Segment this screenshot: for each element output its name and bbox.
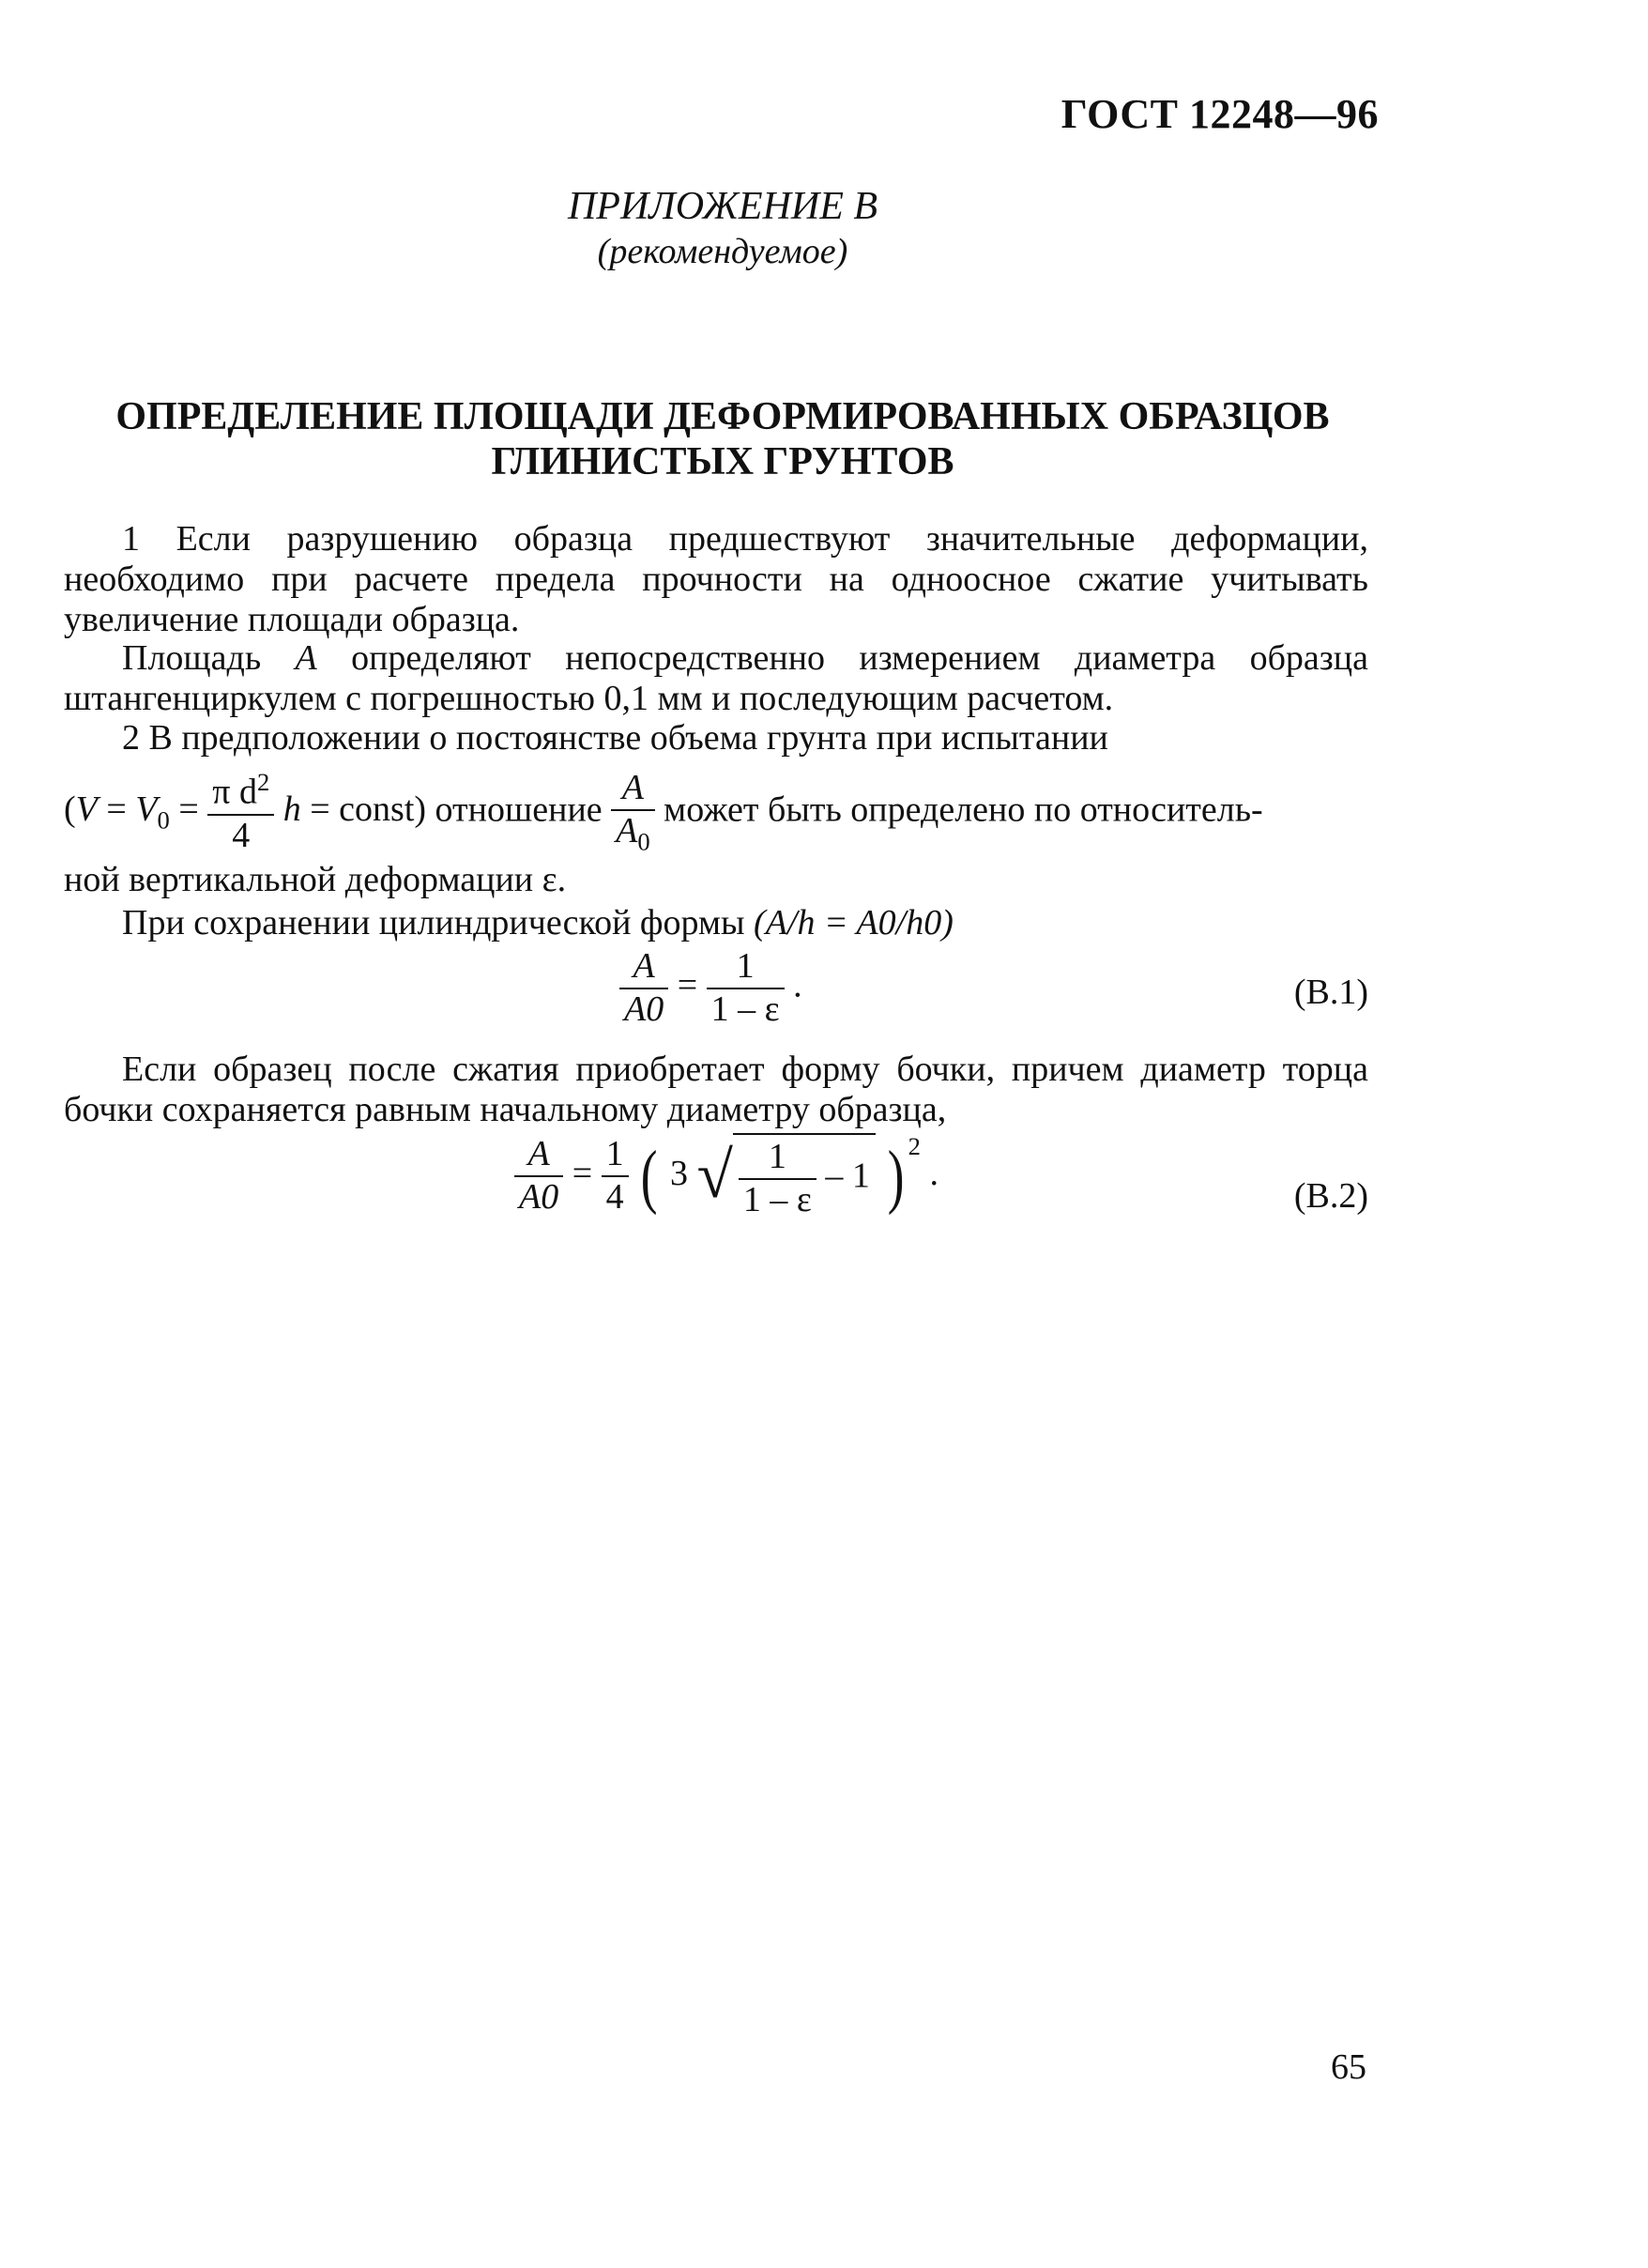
document-code: ГОСТ 12248—96 <box>1061 91 1379 137</box>
formula-b2: $\frac{A}{A0}$ = $\frac{1}{4}$ ( 3 √ $\frac{1}{1 - \varepsilon}$ – 1 ) $^2$ . <box>514 1132 938 1219</box>
variable-a: A <box>295 638 317 678</box>
cylinder-condition: (A/h = A0/h0) <box>754 903 954 942</box>
equation-label-b2: (В.2) <box>1293 1176 1368 1216</box>
formula-b1: $\frac{A}{A0}$ = $\frac{1}{1 - \varepsilon}$ . <box>619 948 802 1029</box>
paragraph-5: ной вертикальной деформации ε. <box>64 860 567 899</box>
volume-formula: ($V = V_0$ = $\frac{\pi d^2}{4}$ h = const) <box>64 768 427 856</box>
section-title: ОПРЕДЕЛЕНИЕ ПЛОЩАДИ ДЕФОРМИРОВАННЫХ ОБРАЗЦОВ ГЛИНИСТЫХ ГРУНТОВ <box>115 395 1330 483</box>
paragraph-3: 2 В предположении о постоянстве объема грунта при испытании <box>122 718 1108 758</box>
paragraph-1: 1 Если разрушению образца предшествуют значительные деформации, необходимо при расчете предела прочности на одноосное сжатие учитывать увеличение площади образца. <box>64 519 1368 639</box>
paragraph-7: Если образец после сжатия приобретает форму бочки, причем диаметр торца бочки сохраняется равным начальному диаметру образца, <box>64 1050 1368 1129</box>
area-ratio: $\frac{A}{A_0}$ <box>611 770 655 855</box>
volume-formula-line: ($V = V_0$ = $\frac{\pi d^2}{4}$ h = const) отношение $\frac{A}{A_0}$ может быть определено по относитель- <box>64 768 1263 856</box>
equation-label-b1: (В.1) <box>1293 973 1368 1012</box>
page-number: 65 <box>1331 2047 1366 2087</box>
appendix-subtitle: (рекомендуемое) <box>597 232 848 271</box>
square-root: √ $\frac{1}{1 - \varepsilon}$ – 1 <box>696 1133 875 1219</box>
pi-d-squared-over-4: $\frac{\pi d^2}{4}$ <box>207 770 274 854</box>
appendix-title: ПРИЛОЖЕНИЕ В <box>567 185 878 228</box>
paragraph-6: При сохранении цилиндрической формы (A/h = A0/h0) <box>122 903 954 942</box>
paragraph-2: Площадь A определяют непосредственно измерением диаметра образца штангенциркулем с погрешностью 0,1 мм и последующим расчетом. <box>64 638 1368 718</box>
